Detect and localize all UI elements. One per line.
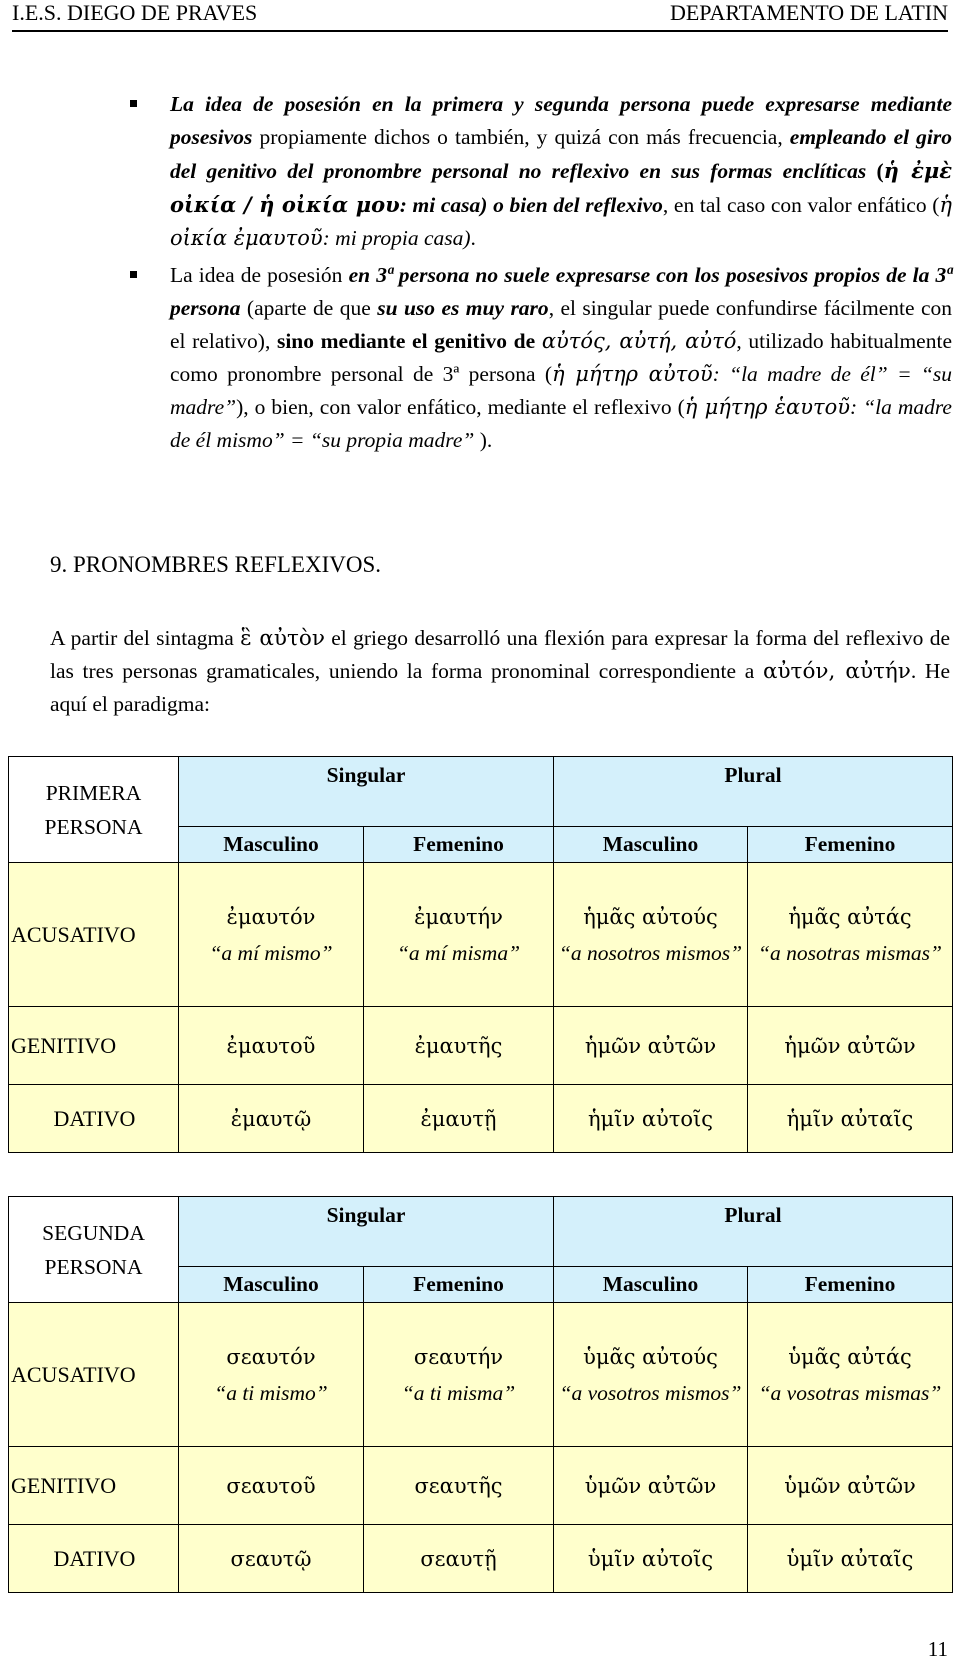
greek-form: ἡμῖν αὐτοῖς <box>587 1106 714 1131</box>
greek-form: σεαυτῇ <box>420 1546 497 1571</box>
text: , utilizado habitualmente como pronombre personal de 3ª persona ( <box>170 329 952 386</box>
greek-form: ἡμᾶς αὐτούς <box>583 904 718 929</box>
table-cell <box>554 863 748 1007</box>
greek-form: σεαυτῆς <box>414 1473 503 1498</box>
table-cell <box>554 1447 748 1525</box>
text: el griego desarrolló una flexión para expresar la forma del reflexivo de las tres personas gramaticales, uniendo la forma pronominal correspondiente a <box>50 626 950 683</box>
paradigm-table-first-person <box>8 756 953 1153</box>
gender-header: Femenino <box>364 827 554 863</box>
greek-form: ὑμῖν αὐταῖς <box>786 1546 914 1571</box>
italic-text: : “la madre de él mismo” = “su propia madre” <box>170 395 952 452</box>
gender-header: Femenino <box>748 1267 953 1303</box>
bullet-item-1 <box>130 88 952 255</box>
translation: “a mí misma” <box>396 940 521 965</box>
text: . He aquí el paradigma: <box>50 659 950 716</box>
greek-form: σεαυτόν <box>226 1344 316 1369</box>
translation: “a vosotros mismos” <box>559 1380 742 1405</box>
paradigm-table-second-person <box>8 1196 953 1593</box>
bold-text: en 3ª persona no suele expresarse con los posesivos propios de la 3ª persona <box>170 263 952 320</box>
case-label: GENITIVO <box>9 1007 179 1085</box>
case-label: GENITIVO <box>9 1447 179 1525</box>
table-cell <box>364 863 554 1007</box>
case-label: DATIVO <box>9 1085 179 1153</box>
bullet-square-icon <box>130 271 137 278</box>
bold-text: su uso es muy raro <box>377 296 549 320</box>
bullet-item-2 <box>130 259 952 457</box>
page-number: 11 <box>927 1637 948 1661</box>
table-cell <box>554 1007 748 1085</box>
school-name: I.E.S. DIEGO DE PRAVES <box>12 0 258 25</box>
greek-text: αὐτόν, αὐτήν <box>762 659 911 684</box>
translation: “a nosotras mismas” <box>758 940 942 965</box>
plural-header: Plural <box>554 757 953 827</box>
gender-header: Femenino <box>748 827 953 863</box>
text: La idea de posesión <box>170 263 349 287</box>
table-cell <box>364 1303 554 1447</box>
greek-form: σεαυτήν <box>413 1344 504 1369</box>
greek-text: ἓ αὐτὸν <box>240 626 325 651</box>
greek-form: ἡμῖν αὐταῖς <box>786 1106 914 1131</box>
table-cell <box>364 1447 554 1525</box>
bold-text: sino mediante el genitivo de <box>276 329 536 353</box>
department-name: DEPARTAMENTO DE LATIN <box>669 0 948 25</box>
greek-text: αὐτός, αὐτή, αὐτό <box>541 329 737 353</box>
table-cell <box>748 1007 953 1085</box>
translation: “a ti mismo” <box>214 1380 328 1405</box>
greek-text: ἡ ἐμὲ οἰκία / ἡ οἰκία μου <box>170 158 952 217</box>
greek-form: ἡμῶν αὐτῶν <box>784 1033 916 1058</box>
case-label: ACUSATIVO <box>9 863 179 1007</box>
table-corner-label: PRIMERA PERSONA <box>9 757 179 863</box>
text <box>535 329 542 353</box>
table-cell <box>364 1007 554 1085</box>
singular-header: Singular <box>179 757 554 827</box>
bold-text: o bien del reflexivo <box>493 193 663 217</box>
gender-header: Masculino <box>554 827 748 863</box>
bullet-square-icon <box>130 100 137 107</box>
singular-header: Singular <box>179 1197 554 1267</box>
bold-text: La idea de posesión en la primera y segunda persona puede expresarse mediante posesivos <box>170 92 952 149</box>
translation: “a ti misma” <box>401 1380 516 1405</box>
translation: “a vosotras mismas” <box>758 1380 942 1405</box>
table-cell <box>748 1525 953 1593</box>
greek-text: ἡ μήτηρ ἑαυτοῦ <box>684 395 850 419</box>
greek-form: ὑμᾶς αὐτούς <box>583 1344 718 1369</box>
translation: “a nosotros mismos” <box>558 940 743 965</box>
table-cell <box>179 1303 364 1447</box>
greek-form: ἡμῶν αὐτῶν <box>584 1033 717 1058</box>
greek-text: ἡ μήτηρ αὐτοῦ <box>552 362 713 386</box>
intro-paragraph <box>50 622 950 721</box>
table-cell <box>179 1525 364 1593</box>
table-cell <box>748 863 953 1007</box>
table-cell <box>748 1085 953 1153</box>
table-cell <box>364 1085 554 1153</box>
bold-text: : mi casa) <box>399 193 488 217</box>
text: ). <box>474 428 493 452</box>
italic-text: : “la madre de él” = “su madre” <box>170 362 953 419</box>
table-cell <box>748 1303 953 1447</box>
greek-form: ὑμῶν αὐτῶν <box>584 1473 717 1498</box>
page-header <box>12 0 948 32</box>
greek-form: ἐμαυτῷ <box>230 1106 312 1131</box>
table-cell <box>554 1085 748 1153</box>
greek-form: ὑμᾶς αὐτάς <box>788 1344 912 1369</box>
table-cell <box>179 1447 364 1525</box>
greek-form: ἐμαυτόν <box>226 904 316 929</box>
italic-text: : mi propia casa) <box>322 226 471 250</box>
greek-form: ὑμῖν αὐτοῖς <box>587 1546 714 1571</box>
gender-header: Femenino <box>364 1267 554 1303</box>
text: ( <box>866 159 884 183</box>
case-label: DATIVO <box>9 1525 179 1593</box>
text: (aparte de que <box>240 296 378 320</box>
gender-header: Masculino <box>179 1267 364 1303</box>
bold-text: empleando el giro del genitivo del pronombre personal no reflexivo en sus formas enclíticas <box>170 125 952 183</box>
gender-header: Masculino <box>179 827 364 863</box>
text: ), o bien, con valor enfático, mediante el reflexivo ( <box>236 395 685 419</box>
table-cell <box>179 863 364 1007</box>
section-heading: 9. PRONOMBRES REFLEXIVOS. <box>50 552 381 577</box>
table-cell <box>554 1525 748 1593</box>
bullet-list <box>130 88 952 461</box>
table-cell <box>179 1007 364 1085</box>
greek-form: ἡμᾶς αὐτάς <box>788 904 912 929</box>
case-label: ACUSATIVO <box>9 1303 179 1447</box>
greek-form: σεαυτῷ <box>230 1546 312 1571</box>
translation: “a mí mismo” <box>209 940 333 965</box>
greek-form: σεαυτοῦ <box>226 1473 316 1498</box>
text: , en tal caso con valor enfático ( <box>662 193 940 217</box>
table-cell <box>179 1085 364 1153</box>
text: , el singular puede confundirse fácilmente con el relativo), <box>170 296 953 353</box>
greek-form: ἐμαυτῆς <box>414 1033 503 1058</box>
greek-text: ἡ οἰκία ἐμαυτοῦ <box>170 193 953 250</box>
table-cell <box>748 1447 953 1525</box>
greek-form: ὑμῶν αὐτῶν <box>784 1473 916 1498</box>
text: . <box>470 226 476 250</box>
greek-form: ἐμαυτῇ <box>420 1106 497 1131</box>
greek-form: ἐμαυτήν <box>414 904 503 929</box>
table-cell <box>364 1525 554 1593</box>
table-cell <box>554 1303 748 1447</box>
text: A partir del sintagma <box>50 626 241 650</box>
gender-header: Masculino <box>554 1267 748 1303</box>
greek-form: ἐμαυτοῦ <box>226 1033 316 1058</box>
plural-header: Plural <box>554 1197 953 1267</box>
text: propiamente dichos o también, y quizá con más frecuencia, <box>252 125 790 149</box>
table-corner-label: SEGUNDA PERSONA <box>9 1197 179 1303</box>
